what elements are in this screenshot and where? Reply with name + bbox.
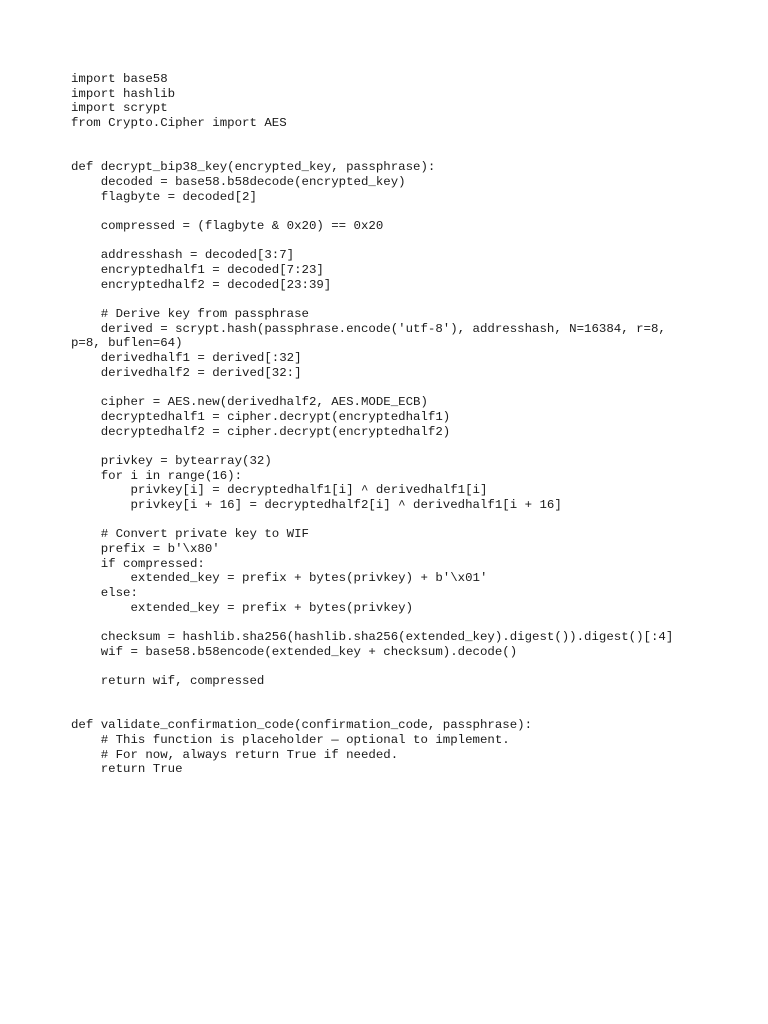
code-line: for i in range(16): (71, 468, 243, 483)
code-line: prefix = b'\x80' (71, 542, 220, 556)
code-line (71, 380, 751, 395)
code-line (71, 513, 751, 528)
code-line: # This function is placeholder — optional to implement. (71, 732, 510, 747)
code-line: p=8, buflen=64) (71, 336, 183, 351)
code-line: # Derive key from passphrase (71, 307, 309, 321)
code-line: addresshash = decoded[3:7] (71, 248, 295, 263)
code-line (71, 145, 751, 160)
code-line: encryptedhalf1 = decoded[7:23] (71, 262, 324, 277)
code-line (71, 660, 751, 675)
code-line: wif = base58.b58encode(extended_key + checksum).decode() (71, 644, 518, 659)
code-line: checksum = hashlib.sha256(hashlib.sha256(extended_key).digest()).digest()[:4] (71, 630, 674, 645)
code-line: decryptedhalf1 = cipher.decrypt(encryptedhalf1) (71, 409, 451, 424)
code-line: decryptedhalf2 = cipher.decrypt(encryptedhalf2) (71, 424, 451, 439)
code-line: import base58 (71, 72, 168, 86)
code-line (71, 234, 751, 249)
code-line: import hashlib (71, 86, 176, 101)
code-line: decoded = base58.b58decode(encrypted_key) (71, 174, 406, 189)
code-line (71, 204, 751, 219)
code-line: # Convert private key to WIF (71, 527, 309, 542)
code-line: privkey[i + 16] = decryptedhalf2[i] ^ derivedhalf1[i + 16] (71, 497, 562, 512)
code-line: return wif, compressed (71, 674, 265, 689)
code-line: privkey = bytearray(32) (71, 453, 272, 468)
code-line: extended_key = prefix + bytes(privkey) (71, 600, 414, 615)
code-line (71, 131, 751, 146)
code-line (71, 439, 751, 454)
code-line: else: (71, 586, 138, 601)
code-line: privkey[i] = decryptedhalf1[i] ^ derivedhalf1[i] (71, 483, 488, 498)
code-line (71, 615, 751, 630)
code-line (71, 704, 751, 719)
code-line: return True (71, 762, 183, 777)
code-block (71, 72, 751, 777)
code-line: derived = scrypt.hash(passphrase.encode('utf-8'), addresshash, N=16384, r=8, (71, 321, 666, 336)
code-line: def validate_confirmation_code(confirmation_code, passphrase): (71, 718, 533, 733)
code-line: def decrypt_bip38_key(encrypted_key, passphrase): (71, 160, 436, 175)
code-line: compressed = (flagbyte & 0x20) == 0x20 (71, 218, 384, 233)
code-line: encryptedhalf2 = decoded[23:39] (71, 277, 332, 292)
code-line: # For now, always return True if needed. (71, 747, 399, 762)
code-line: derivedhalf1 = derived[:32] (71, 351, 302, 366)
code-line: extended_key = prefix + bytes(privkey) + b'\x01' (71, 571, 488, 586)
code-line (71, 292, 751, 307)
code-line: derivedhalf2 = derived[32:] (71, 365, 302, 380)
code-line: cipher = AES.new(derivedhalf2, AES.MODE_ECB) (71, 395, 428, 410)
code-line (71, 689, 751, 704)
code-line: if compressed: (71, 556, 205, 571)
code-line: import scrypt (71, 101, 168, 116)
code-line: flagbyte = decoded[2] (71, 189, 257, 204)
code-line: from Crypto.Cipher import AES (71, 116, 287, 131)
